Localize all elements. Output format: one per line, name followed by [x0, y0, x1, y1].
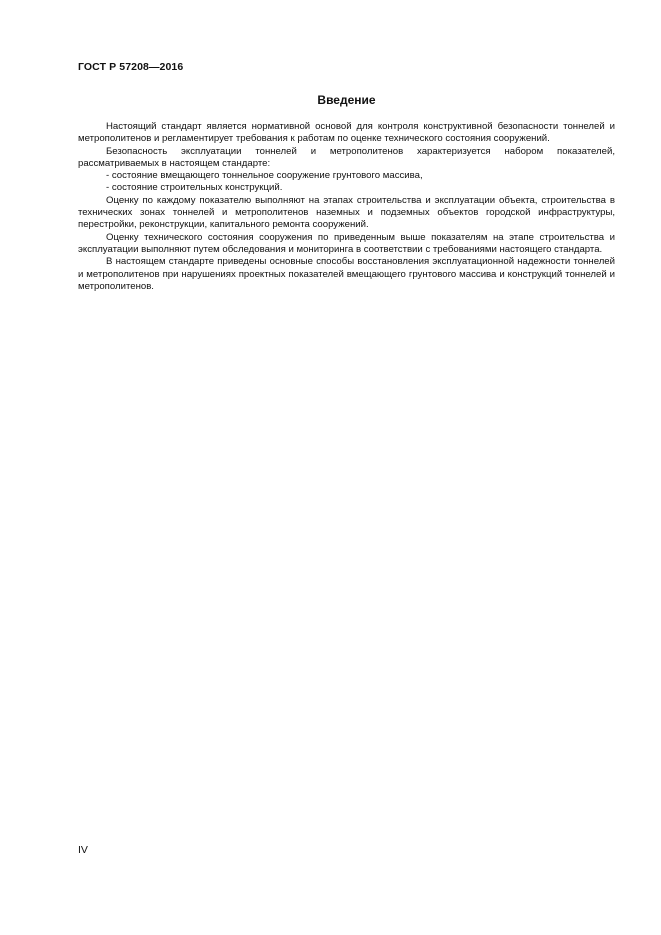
- page-number: IV: [78, 844, 88, 856]
- list-item-2: - состояние строительных конструкций.: [106, 182, 283, 194]
- paragraph-1: Настоящий стандарт является нормативной основой для контроля конструктивной безопасности тоннелей и метрополитенов и регламентирует требования к работам по оценке технического состояния сооружений.: [78, 121, 615, 145]
- body-text: [78, 121, 615, 293]
- document-header: ГОСТ Р 57208—2016: [78, 61, 184, 73]
- paragraph-2: Безопасность эксплуатации тоннелей и метрополитенов характеризуется набором показателей, рассматриваемых в настоящем стандарте:: [78, 145, 615, 169]
- paragraph-4: Оценку технического состояния сооружения по приведенным выше показателям на этапе строительства и эксплуатации выполняют путем обследования и мониторинга в соответствии с требованиями настоящего стандарта.: [78, 231, 615, 255]
- paragraph-5: В настоящем стандарте приведены основные способы восстановления эксплуатационной надежности тоннелей и метрополитенов при нарушениях проектных показателей вмещающего грунтового массива и конструкций тоннелей и метрополитенов.: [78, 256, 615, 292]
- paragraph-3: Оценку по каждому показателю выполняют на этапах строительства и эксплуатации объекта, строительства в технических зонах тоннелей и метрополитенов наземных и подземных объектов городской инфраструктуры, перестройки, реконструкции, капитального ремонта сооружений.: [78, 194, 615, 231]
- list-item-1: - состояние вмещающего тоннельное сооружение грунтового массива,: [106, 170, 423, 182]
- section-title: Введение: [317, 93, 376, 107]
